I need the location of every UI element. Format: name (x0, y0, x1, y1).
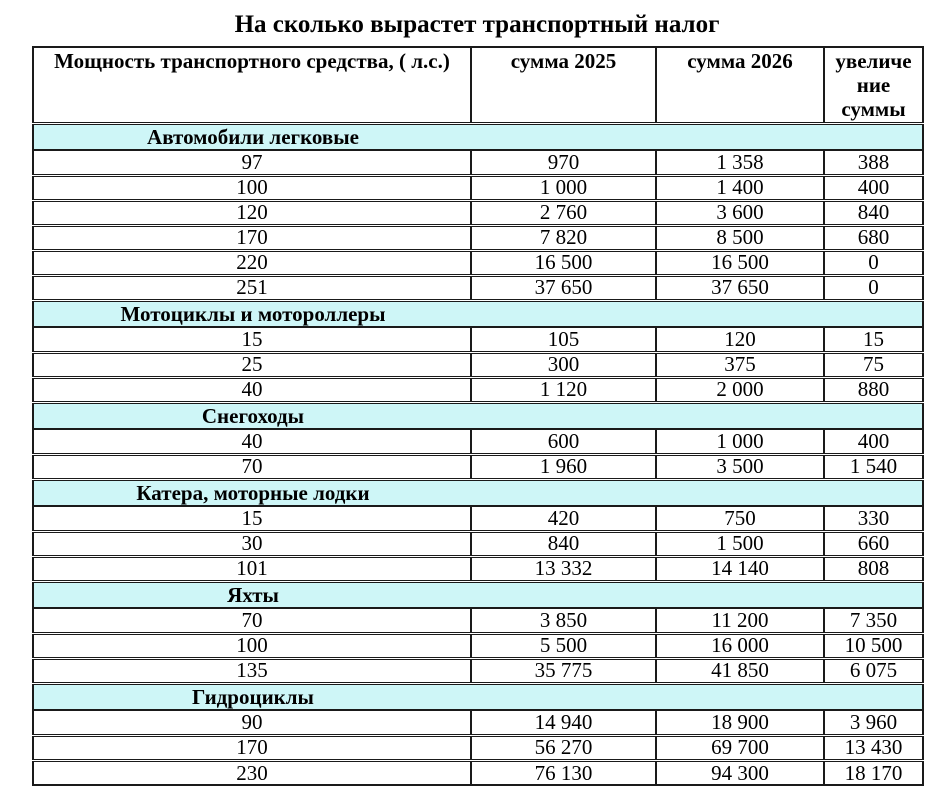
increase-cell: 0 (824, 250, 923, 275)
power-cell: 40 (33, 429, 471, 454)
section-title-cell (33, 683, 923, 710)
header-row (33, 47, 923, 123)
power-cell: 70 (33, 454, 471, 479)
increase-cell: 880 (824, 377, 923, 402)
section-row (33, 123, 923, 150)
section-title: Гидроциклы (192, 685, 314, 710)
page-title: На сколько вырастет транспортный налог (234, 11, 720, 38)
sum-2026-cell: 94 300 (656, 760, 824, 785)
table-row (33, 556, 923, 581)
increase-cell: 680 (824, 225, 923, 250)
sum-2026-cell: 18 900 (656, 710, 824, 735)
sum-2026-cell: 120 (656, 327, 824, 352)
power-cell: 90 (33, 710, 471, 735)
increase-cell: 1 540 (824, 454, 923, 479)
power-cell: 101 (33, 556, 471, 581)
col-header-increase-label: увеличение суммы (835, 49, 912, 121)
power-cell: 15 (33, 327, 471, 352)
sum-2025-cell: 105 (471, 327, 656, 352)
section-title: Автомобили легковые (147, 125, 359, 150)
table-row (33, 175, 923, 200)
sum-2025-cell: 970 (471, 150, 656, 175)
increase-cell: 6 075 (824, 658, 923, 683)
sum-2026-cell: 1 400 (656, 175, 824, 200)
table-row (33, 200, 923, 225)
table-row (33, 225, 923, 250)
sum-2026-cell: 375 (656, 352, 824, 377)
power-cell: 170 (33, 225, 471, 250)
table-row (33, 608, 923, 633)
section-title: Снегоходы (201, 404, 305, 429)
table-header (33, 47, 923, 123)
section-row (33, 683, 923, 710)
sum-2025-cell: 600 (471, 429, 656, 454)
power-cell: 40 (33, 377, 471, 402)
section-row (33, 402, 923, 429)
table-row (33, 735, 923, 760)
sum-2026-cell: 41 850 (656, 658, 824, 683)
sum-2026-cell: 1 358 (656, 150, 824, 175)
sum-2025-cell: 420 (471, 506, 656, 531)
section-title-cell (33, 300, 923, 327)
section-title: Яхты (227, 583, 279, 608)
section-title-cell (33, 479, 923, 506)
sum-2025-cell: 1 120 (471, 377, 656, 402)
increase-cell: 10 500 (824, 633, 923, 658)
sum-2025-cell: 840 (471, 531, 656, 556)
col-header-power: Мощность транспортного средства, ( л.с.) (33, 47, 471, 123)
power-cell: 230 (33, 760, 471, 785)
col-header-sum-2025: сумма 2025 (471, 47, 656, 123)
increase-cell: 15 (824, 327, 923, 352)
section-row (33, 300, 923, 327)
table-row (33, 429, 923, 454)
sum-2025-cell: 37 650 (471, 275, 656, 300)
increase-cell: 7 350 (824, 608, 923, 633)
power-cell: 30 (33, 531, 471, 556)
sum-2026-cell: 750 (656, 506, 824, 531)
sum-2026-cell: 2 000 (656, 377, 824, 402)
sum-2025-cell: 16 500 (471, 250, 656, 275)
increase-cell: 400 (824, 429, 923, 454)
sum-2025-cell: 2 760 (471, 200, 656, 225)
sum-2026-cell: 1 000 (656, 429, 824, 454)
sum-2025-cell: 13 332 (471, 556, 656, 581)
section-title-cell (33, 581, 923, 608)
sum-2026-cell: 8 500 (656, 225, 824, 250)
power-cell: 25 (33, 352, 471, 377)
sum-2025-cell: 1 960 (471, 454, 656, 479)
section-row (33, 479, 923, 506)
table-row (33, 658, 923, 683)
sum-2025-cell: 300 (471, 352, 656, 377)
sum-2025-cell: 5 500 (471, 633, 656, 658)
power-cell: 170 (33, 735, 471, 760)
sum-2026-cell: 3 600 (656, 200, 824, 225)
col-header-increase (824, 47, 923, 123)
power-cell: 120 (33, 200, 471, 225)
increase-cell: 400 (824, 175, 923, 200)
sum-2025-cell: 14 940 (471, 710, 656, 735)
page (0, 11, 952, 786)
col-header-sum-2026: сумма 2026 (656, 47, 824, 123)
increase-cell: 3 960 (824, 710, 923, 735)
table-row (33, 275, 923, 300)
section-title: Мотоциклы и мотороллеры (120, 302, 386, 327)
power-cell: 135 (33, 658, 471, 683)
table-row (33, 352, 923, 377)
sum-2026-cell: 1 500 (656, 531, 824, 556)
increase-cell: 840 (824, 200, 923, 225)
increase-cell: 330 (824, 506, 923, 531)
table-row (33, 454, 923, 479)
section-row (33, 581, 923, 608)
section-title-cell (33, 402, 923, 429)
increase-cell: 808 (824, 556, 923, 581)
power-cell: 70 (33, 608, 471, 633)
table-row (33, 633, 923, 658)
power-cell: 220 (33, 250, 471, 275)
power-cell: 97 (33, 150, 471, 175)
increase-cell: 388 (824, 150, 923, 175)
increase-cell: 660 (824, 531, 923, 556)
section-title: Катера, моторные лодки (136, 481, 370, 506)
tax-table (32, 46, 924, 786)
sum-2025-cell: 7 820 (471, 225, 656, 250)
sum-2026-cell: 14 140 (656, 556, 824, 581)
increase-cell: 13 430 (824, 735, 923, 760)
table-row (33, 760, 923, 785)
sum-2026-cell: 11 200 (656, 608, 824, 633)
increase-cell: 18 170 (824, 760, 923, 785)
sum-2025-cell: 3 850 (471, 608, 656, 633)
sum-2026-cell: 3 500 (656, 454, 824, 479)
power-cell: 100 (33, 633, 471, 658)
table-row (33, 531, 923, 556)
sum-2026-cell: 69 700 (656, 735, 824, 760)
sum-2025-cell: 56 270 (471, 735, 656, 760)
sum-2026-cell: 16 000 (656, 633, 824, 658)
power-cell: 15 (33, 506, 471, 531)
table-row (33, 710, 923, 735)
section-title-cell (33, 123, 923, 150)
table-body (33, 123, 923, 785)
table-row (33, 377, 923, 402)
table-row (33, 150, 923, 175)
power-cell: 251 (33, 275, 471, 300)
power-cell: 100 (33, 175, 471, 200)
table-row (33, 506, 923, 531)
table-row (33, 327, 923, 352)
sum-2025-cell: 35 775 (471, 658, 656, 683)
sum-2026-cell: 16 500 (656, 250, 824, 275)
increase-cell: 75 (824, 352, 923, 377)
sum-2026-cell: 37 650 (656, 275, 824, 300)
sum-2025-cell: 76 130 (471, 760, 656, 785)
table-row (33, 250, 923, 275)
sum-2025-cell: 1 000 (471, 175, 656, 200)
increase-cell: 0 (824, 275, 923, 300)
